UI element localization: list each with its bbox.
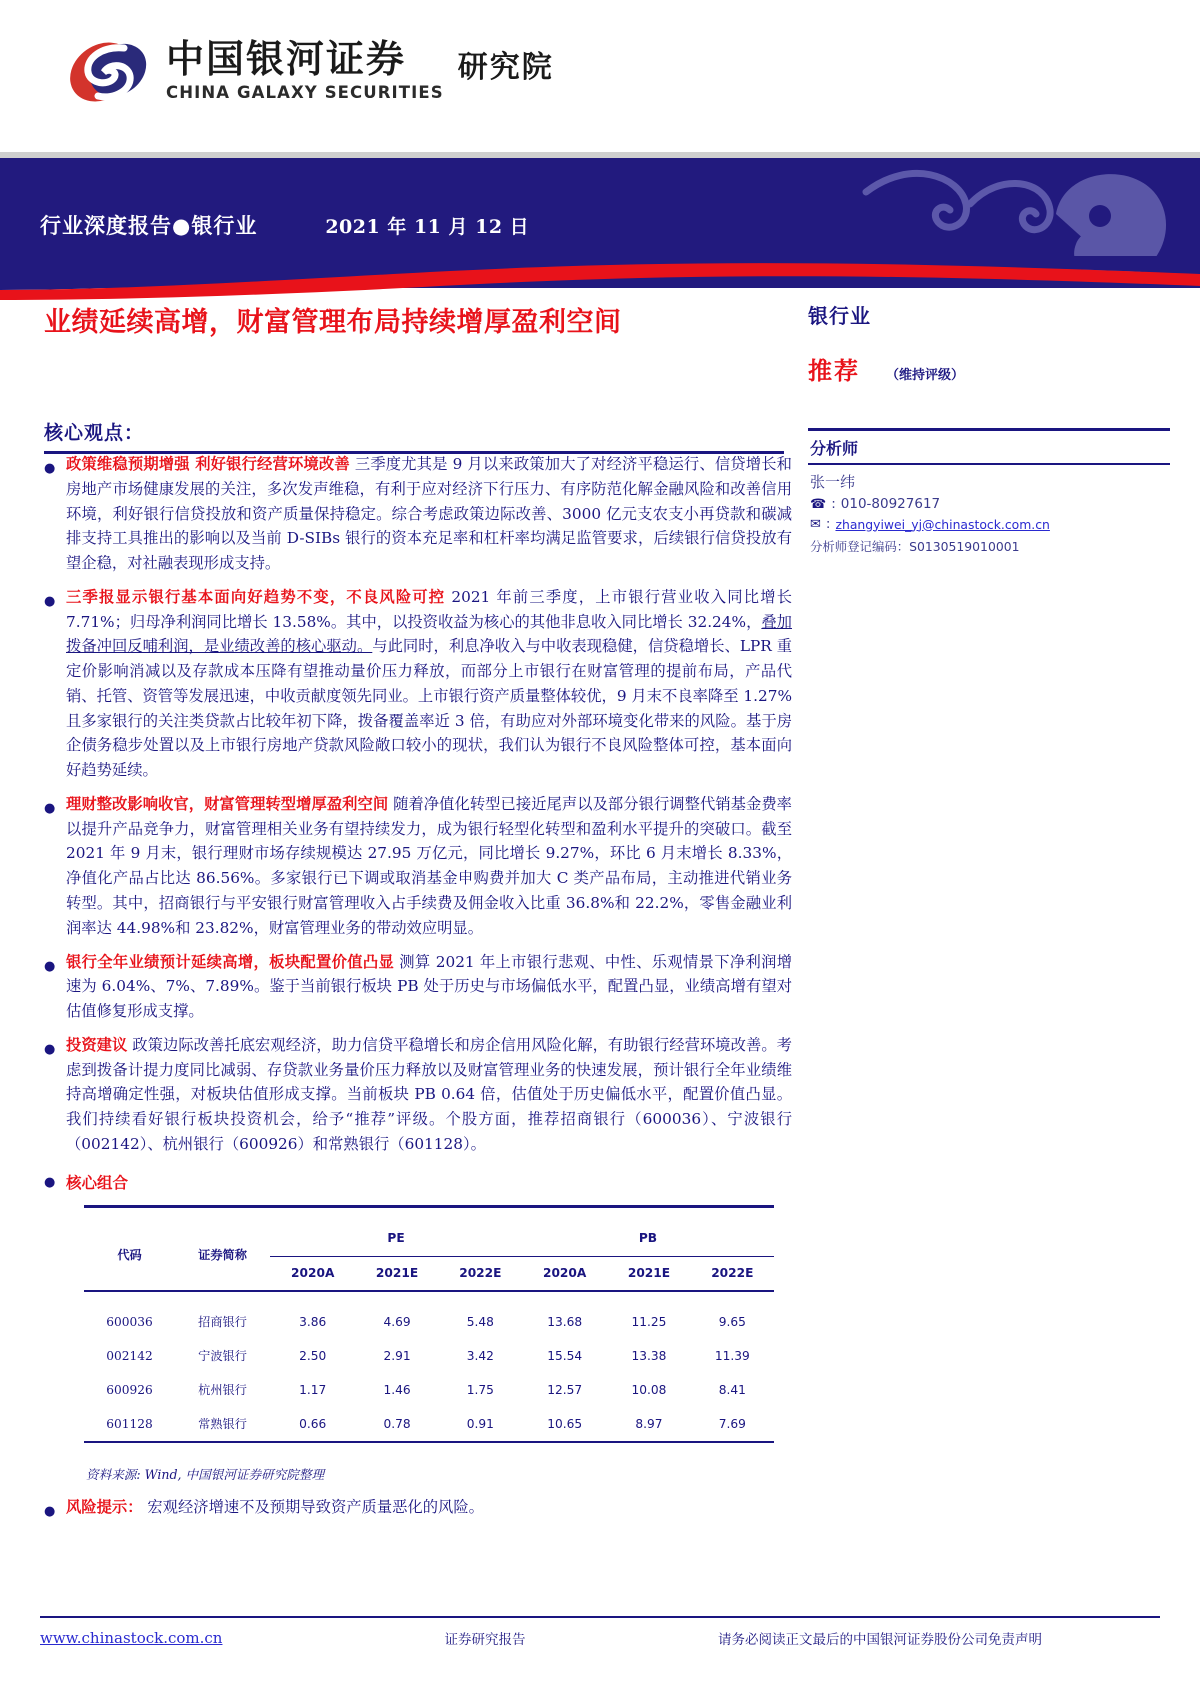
bullet-dot-icon [44,1033,66,1157]
cell-pb-2022e: 11.39 [714,1349,750,1364]
cell-pb-2021e: 13.38 [631,1349,667,1364]
table-source-note: 资料来源: Wind, 中国银河证券研究院整理 [86,1467,325,1483]
bullet-item-risk [44,1495,792,1520]
bullet-dot-icon [44,1495,66,1520]
cell-pb-2020a: 12.57 [547,1382,583,1397]
core-portfolio-block [66,1170,792,1486]
bullet-item-core-portfolio [44,1166,792,1486]
logo-text-block [166,36,554,103]
risk-body: 宏观经济增速不及预期导致资产质量恶化的风险。 [147,1497,484,1516]
rating-column [808,300,1168,386]
table-group-header-row [84,1222,774,1256]
analyst-phone: 010-80927617 [840,496,941,512]
cell-pb-2020a: 10.65 [547,1416,583,1431]
cell-pb-2020a: 15.54 [547,1349,583,1364]
analyst-phone-row [808,492,1170,512]
bullet-body: 政策边际改善托底宏观经济，助力信贷平稳增长和房企信用风险化解，有助银行经营环境改善。考虑到拨备计提力度同比减弱、存贷款业务量价压力释放以及财富管理业务的快速发展，预计银行全年业绩维持高增确定性强，对板块估值形成支撑。当前板块 PB 0.64 倍，估值处于历史偏低水平，配置价值凸显。我们持续看好银行板块投资机会，给予“推荐”评级。个股方面，推荐招商银行（600036）、宁波银行（002142）、杭州银行（600926）和常熟银行（601128）。 [66,1035,792,1153]
analyst-phone-separator: : [831,496,836,512]
table-body [84,1206,774,1457]
th-group-pe: PE [270,1222,522,1256]
th-name: 证券简称 [198,1248,247,1263]
rating-value: 推荐 [808,356,860,385]
cell-name: 杭州银行 [198,1382,247,1397]
bullet-body: 随着净值化转型已接近尾声以及部分银行调整代销基金费率以提升产品竞争力，财富管理相关业务有望持续发力，成为银行轻型化转型和盈利水平提升的突破口。截至 2021 年 9 月末，银行理财市场存续规模达 27.95 万亿元，同比增长 9.27%，环比 6 月末增长 8.33%，净值化产品占比达 86.56%。多家银行已下调或取消基金申购费并加大 C 类产品布局，主动推进代销业务转型。其中，招商银行与平安银行财富管理收入占手续费及佣金收入比重 36.8%和 22.2%，零售金融业利润率达 44.98%和 23.82%，财富管理业务的带动效应明显。 [66,794,792,937]
cell-pe-2021e: 4.69 [383,1315,411,1330]
analyst-name: 张一纬 [810,473,856,491]
bullet-body: 测算 2021 年上市银行悲观、中性、乐观情景下净利润增速为 6.04%、7%、7.89%。鉴于当前银行板块 PB 处于历史与市场偏低水平，配置凸显，业绩高增有望对估值修复形成支撑。 [66,952,792,1021]
cell-pe-2022e: 0.91 [466,1416,494,1431]
industry-label: 银行业 [808,304,871,328]
bullet-item [44,452,792,576]
bullet-body: 三季度尤其是 9 月以来政策加大了对经济平稳运行、信贷增长和房地产市场健康发展的关注，多次发声维稳，有利于应对经济下行压力、有序防范化解金融风险和改善信用环境，利好银行信贷投放和资产质量保持稳定。综合考虑政策边际改善、3000 亿元支农支小再贷款和碳减排支持工具推出的影响以及当前 D-SIBs 银行的资本充足率和杠杆率均满足监管要求，后续银行信贷投放有望企稳，对社融表现形成支持。 [66,455,792,573]
bullet-text [66,585,792,783]
cell-code: 600926 [106,1382,153,1397]
table-row [84,1306,774,1340]
th-code: 代码 [117,1248,142,1263]
th-pb-2021e: 2021E [627,1265,671,1280]
table-rule-bottom [84,1442,774,1457]
core-view-heading: 核心观点： [44,422,145,444]
analyst-email-separator: : [825,516,831,532]
galaxy-logo-icon [62,32,154,110]
bullet-text [66,452,792,576]
cell-pe-2020a: 2.50 [299,1349,327,1364]
cell-pe-2020a: 1.17 [299,1382,327,1397]
logo-english-name: CHINA GALAXY SECURITIES [166,83,444,103]
bullet-underlined-clause: 叠加拨备冲回反哺利润，是业绩改善的核心驱动。 [66,612,792,656]
core-view-bullets [44,452,792,1529]
page-title: 业绩延续高增，财富管理布局持续增厚盈利空间 [44,307,622,338]
cell-pe-2021e: 2.91 [383,1349,411,1364]
bullet-lead: 银行全年业绩预计延续高增，板块配置价值凸显 [66,952,395,971]
footer-disclaimer: 请务必阅读正文最后的中国银河证券股份公司免责声明 [718,1632,1042,1648]
bullet-dot-icon [44,792,66,941]
footer-divider [40,1616,1160,1618]
report-type-label: 行业深度报告●银行业 [40,213,258,238]
cell-pe-2020a: 0.66 [299,1416,327,1431]
analyst-registration-label: 分析师登记编码： [810,539,910,554]
cell-pe-2022e: 5.48 [466,1315,494,1330]
bullet-lead: 理财整改影响收官，财富管理转型增厚盈利空间 [66,794,389,813]
cell-pe-2021e: 1.46 [383,1382,411,1397]
company-logo [62,32,554,110]
table-rule-top [84,1206,774,1222]
bullet-body: 2021 年前三季度，上市银行营业收入同比增长 7.71%；归母净利润同比增长 13.58%。其中，以投资收益为核心的其他非息收入同比增长 32.24%， [66,587,792,631]
table-row [84,1408,774,1443]
cell-pb-2020a: 13.68 [547,1315,583,1330]
cell-pe-2020a: 3.86 [299,1315,327,1330]
cell-code: 600036 [106,1315,153,1330]
cell-code: 601128 [106,1416,153,1431]
footer-website-link[interactable]: www.chinastock.com.cn [40,1629,223,1647]
envelope-icon: ✉ [810,516,821,532]
core-portfolio-table [84,1205,774,1458]
cell-pb-2022e: 9.65 [718,1315,746,1330]
report-date: 2021 年 11 月 12 日 [325,216,530,238]
cell-pe-2021e: 0.78 [383,1416,411,1431]
analyst-section-title: 分析师 [810,439,859,458]
bullet-dot-icon [44,452,66,576]
bullet-item [44,950,792,1024]
th-group-pb: PB [522,1222,774,1256]
logo-chinese-name: 中国银河证券 [166,36,407,81]
red-swoosh-divider [0,256,1200,300]
table-rule-mid [84,1291,774,1306]
analyst-email-row [808,512,1170,532]
telephone-icon: ☎ [810,496,827,512]
footer-report-label: 证券研究报告 [444,1632,526,1648]
logo-band [0,0,1200,140]
analyst-info-box [808,428,1170,555]
cell-name: 宁波银行 [198,1349,247,1364]
core-view-heading-block [44,418,784,454]
bullet-text [66,950,792,1024]
bullet-lead: 投资建议 [66,1035,128,1054]
th-pe-2020a: 2020A [291,1265,335,1280]
cell-pb-2021e: 10.08 [631,1382,667,1397]
cell-pb-2021e: 11.25 [631,1315,667,1330]
rating-note: （维持评级） [886,368,965,383]
cell-pb-2022e: 8.41 [718,1382,746,1397]
banner-meta [40,210,529,240]
cell-name: 常熟银行 [198,1416,247,1431]
bullet-dot-icon [44,585,66,783]
bullet-dot-icon [44,1166,66,1486]
table-row [84,1374,774,1408]
th-pe-2021e: 2021E [375,1265,419,1280]
headline-block [44,300,784,339]
bullet-text [66,1033,792,1157]
th-pb-2020a: 2020A [542,1265,587,1280]
bullet-item [44,1033,792,1157]
cell-pb-2022e: 7.69 [718,1416,746,1431]
th-pe-2022e: 2022E [459,1265,502,1280]
bullet-dot-icon [44,950,66,1024]
bullet-text [66,792,792,941]
risk-text [66,1495,792,1520]
core-portfolio-title: 核心组合 [66,1172,129,1192]
logo-institute-suffix: 研究院 [457,50,554,86]
analyst-registration-row [808,532,1170,555]
bullet-item [44,792,792,941]
bullet-body-continued: 与此同时，利息净收入与中收表现稳健，信贷稳增长、LPR 重定价影响消减以及存款成本压降有望推动量价压力释放，而部分上市银行在财富管理的提前布局，产品代销、托管、资管等发展迅速，中收贡献度领先同业。上市银行资产质量整体较优，9 月末不良率降至 1.27%且多家银行的关注类贷款占比较年初下降，拨备覆盖率近 3 倍，有助应对外部环境变化带来的风险。基于房企债务稳步处置以及上市银行房地产贷款风险敞口较小的现状，我们认为银行不良风险整体可控，基本面向好趋势延续。 [66,637,792,780]
bullet-item [44,585,792,783]
table-row [84,1340,774,1374]
cell-pe-2022e: 1.75 [466,1382,494,1397]
page-footer [40,1628,1160,1648]
cell-pe-2022e: 3.42 [466,1349,494,1364]
th-pb-2022e: 2022E [711,1265,754,1280]
risk-lead: 风险提示： [66,1497,143,1516]
cell-name: 招商银行 [198,1315,247,1330]
analyst-email-link[interactable]: zhangyiwei_yj@chinastock.com.cn [835,516,1050,532]
bullet-lead: 三季报显示银行基本面向好趋势不变，不良风险可控 [66,587,446,606]
analyst-registration-number: S0130519010001 [909,539,1020,554]
rating-row [808,351,1168,386]
cell-pb-2021e: 8.97 [635,1416,663,1431]
cell-code: 002142 [106,1349,153,1364]
bullet-lead: 政策维稳预期增强 利好银行经营环境改善 [66,455,350,473]
